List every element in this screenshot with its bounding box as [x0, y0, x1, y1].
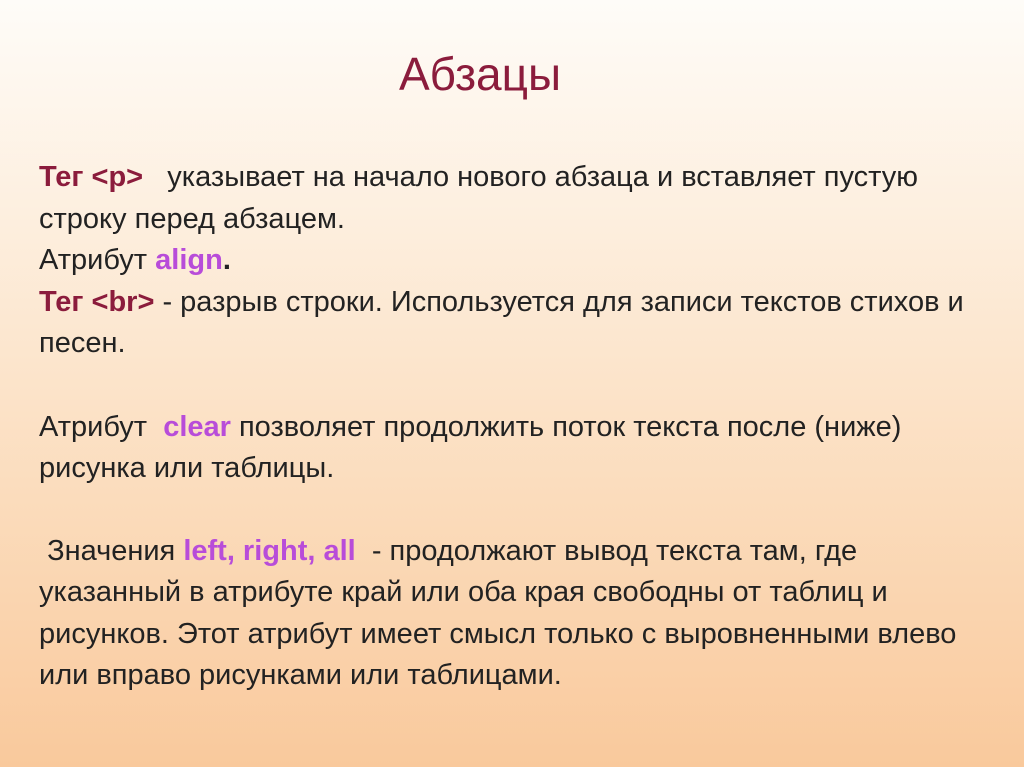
br-tag-paragraph	[39, 282, 999, 365]
clear-attribute-paragraph	[39, 407, 999, 490]
align-attribute: align	[155, 244, 223, 276]
align-prefix: Атрибут	[39, 244, 156, 276]
align-suffix: .	[222, 244, 231, 276]
clear-description: позволяет продолжить поток текста после (ниже) рисунка или таблицы.	[39, 410, 910, 484]
values-description: - продолжают вывод текста там, где указанный в атрибуте край или оба края свободны от таблиц и рисунков. Этот атрибут имеет смысл только с выровненными влево или вправо рисунками или таблицами.	[39, 534, 965, 691]
values-paragraph	[39, 531, 999, 697]
values-attribute: left, right, all	[183, 534, 356, 567]
align-attribute-line	[39, 240, 999, 282]
p-tag-description: указывает на начало нового абзаца и вставляет пустую строку перед абзацем.	[39, 161, 927, 235]
clear-attribute: clear	[163, 410, 231, 443]
values-prefix: Значения	[39, 534, 184, 567]
slide-title: Абзацы	[398, 48, 562, 100]
br-tag-label: Тег <br>	[39, 285, 155, 318]
slide-content	[39, 157, 999, 697]
paragraph-gap	[39, 490, 999, 531]
p-tag-paragraph	[39, 157, 999, 240]
p-tag-label: Тег <p>	[39, 161, 144, 193]
br-tag-description: - разрыв строки. Используется для записи текстов стихов и песен.	[39, 285, 972, 359]
paragraph-gap	[39, 365, 999, 407]
clear-prefix: Атрибут	[39, 410, 164, 443]
